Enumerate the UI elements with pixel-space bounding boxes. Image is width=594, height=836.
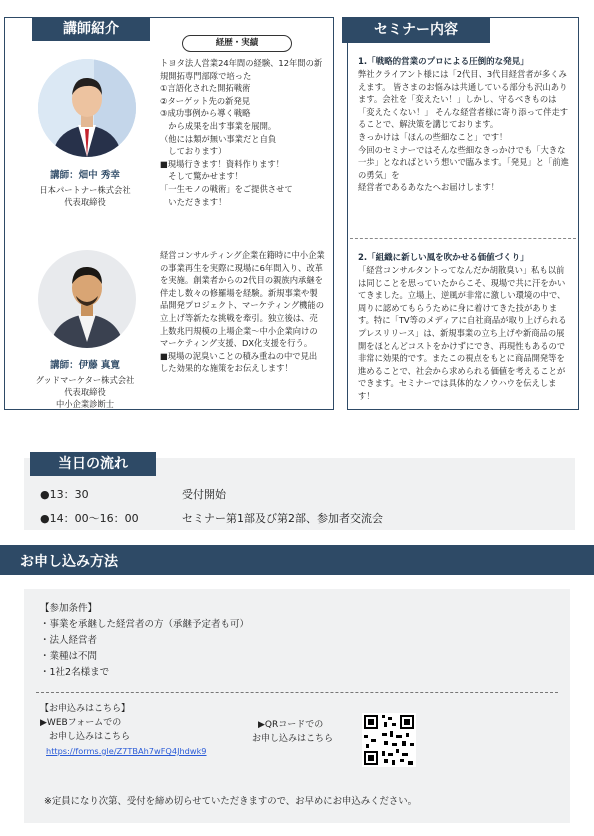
deadline-note: ※定員になり次第、受付を締め切らせていただきますので、お早めにお申込みください。 [44,796,418,807]
condition-item: ・1社2名様まで [40,667,110,678]
condition-item: ・法人経営者 [40,635,98,646]
person2-bio: 経営コンサルティング企業在籍時に中小企業の事業再生を実際に現場に6年間入り、改革を実施。創業者からの2代目の親族内承継を伴走し数々の修羅場を経験。新規事業や製品開発プロジェクト、マーケティング機能の立上げ等新たな挑戦を牽引。独立後は、売上数兆円規模の上場企業〜中小企業向けのマーケティング支援、DX化支援を行う。 ■現場の泥臭いことの積み重ねの中で見出した効果的な施策をお伝えします！ [160,250,325,374]
seminar-item1-body: 弊社クライアント様には「2代目、3代目経営者が多くみえます。 皆さまのお悩みは共通している部分も沢山あります。会社を「変えたい！」しかし、守るべきものは「変えたくない！」 そんな経営者様に寄り添って伴走することで、解決策を講じております。 きっかけは「ほんの些細なこと」です！ 今回のセミナーではそんな些細なきっかけでも「大きな一歩」となればという想いで臨みます。「発見」と「前進の勇気」を 経営者であるあなたへお届けします！ [358,69,569,193]
apply-heading: お申し込み方法 [20,554,118,570]
schedule-heading: 当日の流れ [30,452,156,476]
avatar-ito [38,250,136,348]
avatar-hatanaka [38,59,136,157]
career-badge: 経歴・実績 [182,35,292,52]
qr-code-icon[interactable] [362,713,416,767]
person2-name: 講師：伊藤 真寛 [50,360,120,371]
qr-line1: ▶QRコードでの [258,720,324,730]
person1-bio: トヨタ法人営業24年間の経験、12年間の新規開拓専門部隊で培った ①言語化された開拓戦術 ②ターゲット先の新発見 ③成功事例から導く戦略 から成果を出す事業を展開。 （他には類が無い事業だと自負 しております） ■現場行きます！資料作ります！ そして驚かせます！ 「一生モノの戦術」をご提供させて いただきます！ [160,58,323,207]
schedule-row2-time: ●14：00〜16：00 [40,512,139,525]
schedule-row1-time: ●13：30 [40,488,89,501]
instructors-heading: 講師紹介 [32,17,150,41]
schedule-row2-text: セミナー第1部及び第2部、参加者交流会 [182,512,383,525]
conditions-label: 【参加条件】 [40,603,98,614]
web-line2: お申し込みはこちら [49,732,131,742]
condition-item: ・事業を承継した経営者の方（承継予定者も可） [40,619,250,630]
howto-label: 【お申込みはこちら】 [40,704,131,714]
seminar-heading: セミナー内容 [342,17,490,43]
web-line1: ▶WEBフォームでの [40,718,122,728]
qr-line2: お申し込みはこちら [252,734,334,744]
schedule-row1-text: 受付開始 [182,488,226,501]
seminar-divider [350,238,576,239]
apply-divider [36,692,558,693]
seminar-item2-body: 「経営コンサルタントってなんだか胡散臭い」私も以前は同じことを思っていたからこそ、現場で共に汗をかいてきました。立場上、逆風が非常に激しい環境の中で、周りに認めてもらうために身に着けてきた技があります。特に「TV等のメディアに自社商品が取り上げられるプレスリリース」は、新規事業の立ち上げや新商品の展開をほとんどコストをかけずにでき、再現性もあるので非常に効果的です。またこの視点をもとに商品開発等を進めることで、社会から求められる価値を考えることができます。セミナーでは具体的なノウハウを伝えします！ [358,265,567,401]
form-link[interactable]: https://forms.gle/Z7TBAh7wFQ4Jhdwk9 [46,746,207,756]
person1-company: 日本パートナー株式会社 代表取締役 [39,185,131,207]
person2-company: グッドマーケター株式会社 代表取締役 中小企業診断士 [35,375,135,409]
person1-name: 講師：畑中 秀幸 [50,170,120,181]
seminar-item1-title: 1.「戦略的営業のプロによる圧倒的な発見」 [358,57,529,67]
condition-item: ・業種は不問 [40,651,98,662]
seminar-item2-title: 2.「組織に新しい風を吹かせる価値づくり」 [358,253,529,263]
